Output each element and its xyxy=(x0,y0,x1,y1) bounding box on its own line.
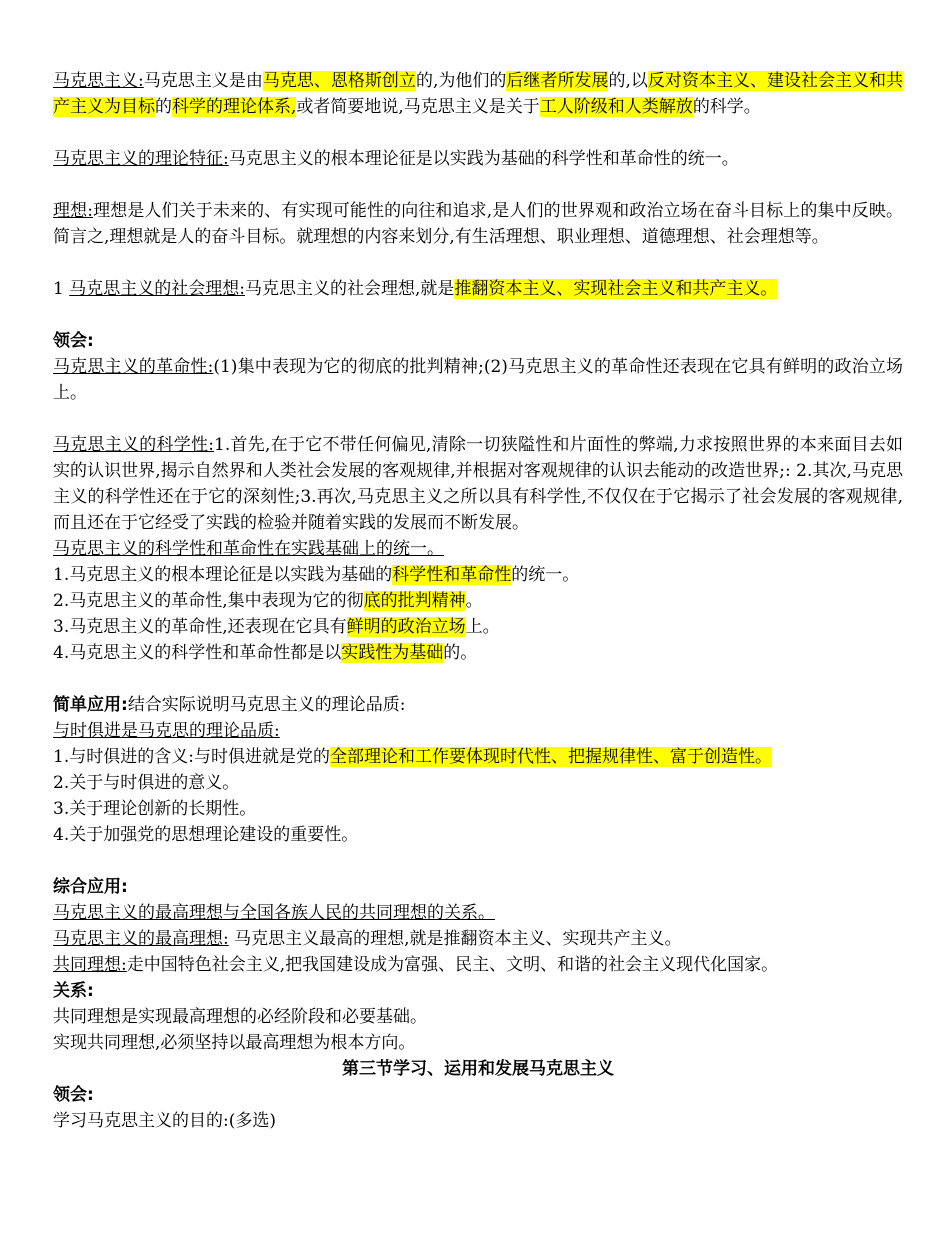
term: 马克思主义的理论特征: xyxy=(53,149,229,169)
highlight: 反对资本主义、建设社会主义和共产主义为目标 xyxy=(53,71,904,117)
highlight: 马克思、恩格斯创立 xyxy=(262,71,416,91)
highlight: 实践性为基础 xyxy=(341,643,444,663)
highlight: 推翻资本主义、实现社会主义和共产主义。 xyxy=(454,279,778,299)
term: 理想: xyxy=(53,201,93,221)
term: 马克思主义的科学性: xyxy=(53,435,215,455)
ideal-paragraph: 理想:理想是人们关于未来的、有实现可能性的向往和追求,是人们的世界观和政治立场在奋斗目标上的集中反映。简言之,理想就是人的奋斗目标。就理想的内容来划分,有生活理想、职业理想、道德理想、社会理想等。 xyxy=(53,201,903,247)
social-ideal-paragraph: 1 马克思主义的社会理想:马克思主义的社会理想,就是推翻资本主义、实现社会主义和共产主义。 xyxy=(53,279,778,299)
section-heading: 简单应用: xyxy=(53,695,128,715)
purpose-line: 学习马克思主义的目的:(多选) xyxy=(53,1111,276,1131)
subheading: 马克思主义的最高理想与全国各族人民的共同理想的关系。 xyxy=(53,903,495,923)
subheading: 与时俱进是马克思的理论品质: xyxy=(53,721,280,741)
highlight: 工人阶级和人类解放 xyxy=(539,97,693,117)
simple-app-paragraph: 简单应用:结合实际说明马克思主义的理论品质: xyxy=(53,695,406,715)
list-item: 实现共同理想,必须坚持以最高理想为根本方向。 xyxy=(53,1033,416,1053)
section-heading: 领会: xyxy=(53,1085,94,1105)
highlight: 全部理论和工作要体现时代性、把握规律性、富于创造性。 xyxy=(329,747,772,767)
list-item: 1.马克思主义的根本理论征是以实践为基础的科学性和革命性的统一。 xyxy=(53,565,580,585)
chapter-section-title: 第三节学习、运用和发展马克思主义 xyxy=(342,1059,614,1079)
term: 马克思主义的革命性: xyxy=(53,357,214,377)
list-item: 3.关于理论创新的长期性。 xyxy=(53,799,257,819)
list-item: 2.关于与时俱进的意义。 xyxy=(53,773,240,793)
revolutionary-paragraph: 马克思主义的革命性:(1)集中表现为它的彻底的批判精神;(2)马克思主义的革命性还表现在它具有鲜明的政治立场上。 xyxy=(53,357,904,403)
highlight: 科学性和革命性 xyxy=(392,565,512,585)
def-paragraph: 马克思主义:马克思主义是由马克思、恩格斯创立的,为他们的后继者所发展的,以反对资本主义、建设社会主义和共产主义为目标的科学的理论体系,或者简要地说,马克思主义是关于工人阶级和人类解放的科学。 xyxy=(53,71,904,117)
common-ideal-paragraph: 共同理想:走中国特色社会主义,把我国建设成为富强、民主、文明、和谐的社会主义现代化国家。 xyxy=(53,955,779,975)
list-item: 4.关于加强党的思想理论建设的重要性。 xyxy=(53,825,359,845)
highlight: 科学的理论体系, xyxy=(172,97,297,117)
list-item: 3.马克思主义的革命性,还表现在它具有鲜明的政治立场上。 xyxy=(53,617,500,637)
list-item: 4.马克思主义的科学性和革命性都是以实践性为基础的。 xyxy=(53,643,478,663)
document-page xyxy=(53,68,903,1134)
highest-ideal-paragraph: 马克思主义的最高理想: 马克思主义最高的理想,就是推翻资本主义、实现共产主义。 xyxy=(53,929,682,949)
list-item: 共同理想是实现最高理想的必经阶段和必要基础。 xyxy=(53,1007,427,1027)
term: 马克思主义的社会理想: xyxy=(69,279,245,299)
term: 马克思主义的最高理想: xyxy=(53,929,229,949)
unity-heading: 马克思主义的科学性和革命性在实践基础上的统一。 xyxy=(53,539,444,559)
highlight: 后继者所发展 xyxy=(506,71,609,91)
highlight: 鲜明的政治立场 xyxy=(346,617,466,637)
term: 马克思主义: xyxy=(53,71,144,91)
term: 共同理想: xyxy=(53,955,127,975)
section-heading: 综合应用: xyxy=(53,877,128,897)
section-heading: 关系: xyxy=(53,981,94,1001)
section-heading: 领会: xyxy=(53,331,94,351)
highlight: 底的批判精神 xyxy=(363,591,466,611)
feature-paragraph: 马克思主义的理论特征:马克思主义的根本理论征是以实践为基础的科学性和革命性的统一。 xyxy=(53,149,739,169)
scientific-paragraph: 马克思主义的科学性:1.首先,在于它不带任何偏见,清除一切狭隘性和片面性的弊端,力求按照世界的本来面目去如实的认识世界,揭示自然界和人类社会发展的客观规律,并根据对客观规律的认识去能动的改造世界;: 2.其次,马克思主义的科学性还在于它的深刻性;3.再次,马克思主义之所以具有科学性,不仅仅在于它揭示了社会发展的客观规律,而且还在于它经受了实践的检验并随着实践的发展而不断发展。 xyxy=(53,435,903,533)
list-item: 2.马克思主义的革命性,集中表现为它的彻底的批判精神。 xyxy=(53,591,483,611)
list-item: 1.与时俱进的含义:与时俱进就是党的全部理论和工作要体现时代性、把握规律性、富于创造性。 xyxy=(53,747,772,767)
